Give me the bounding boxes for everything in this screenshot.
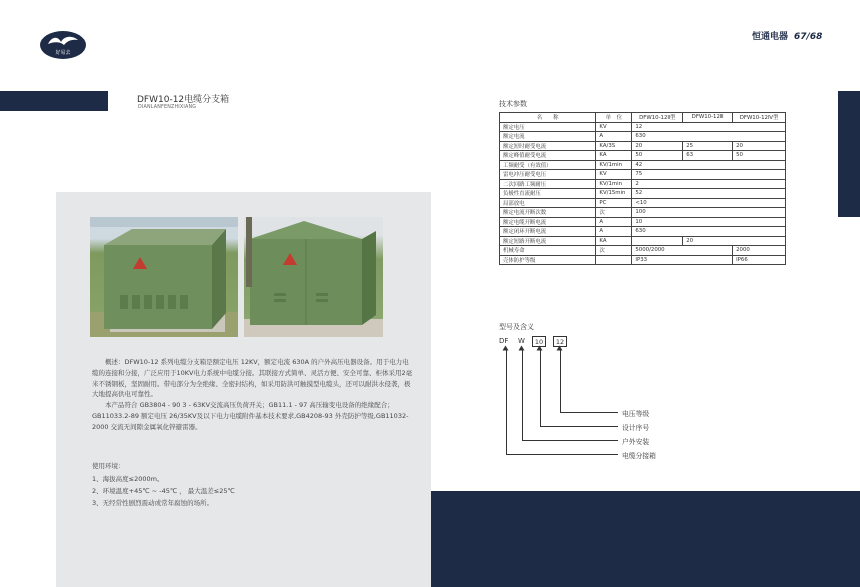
spec-cell: 雷电冲压耐受电压 xyxy=(500,170,596,180)
spec-cell: 100 xyxy=(632,208,786,218)
spec-cell: KV/1min xyxy=(596,179,632,189)
spec-header-cell: DFW10-12Ⅲ xyxy=(683,113,733,123)
spec-cell: 630 xyxy=(632,227,786,237)
spec-cell: 20 xyxy=(683,236,786,246)
spec-cell xyxy=(596,255,632,265)
title-accent-bar xyxy=(0,91,108,111)
spec-header-row xyxy=(500,113,786,123)
connector-line xyxy=(522,348,523,440)
page-number: 67/68 xyxy=(794,32,823,42)
connector-line xyxy=(560,348,561,412)
spec-cell: 52 xyxy=(632,189,786,199)
product-title: DFW10-12电缆分支箱 xyxy=(137,95,230,105)
table-row xyxy=(500,227,786,237)
model-title: 型号及含义 xyxy=(499,323,534,331)
model-label-cable-box: 电缆分接箱 xyxy=(622,452,656,460)
spec-cell: KV xyxy=(596,122,632,132)
model-label-design: 设计序号 xyxy=(622,424,650,432)
spec-cell: 42 xyxy=(632,160,786,170)
model-code-w: W xyxy=(518,337,525,345)
spec-cell: 额定电流开断次数 xyxy=(500,208,596,218)
spec-header-cell: 名 称 xyxy=(500,113,596,123)
spec-cell: IP66 xyxy=(733,255,786,265)
product-photo-side xyxy=(244,217,383,337)
spec-cell: 负极性直流耐压 xyxy=(500,189,596,199)
environment-item: 1、海拔高度≤2000m。 xyxy=(92,475,164,483)
product-description xyxy=(92,357,414,433)
spec-cell: KV/1min xyxy=(596,160,632,170)
spec-cell: 壳体防护等级 xyxy=(500,255,596,265)
description-overview: 概述：DFW10-12 系列电缆分支箱是额定电压 12KV，额定电流 630A 的户外高压电器设备。用于电力电缆的连接和分接，广泛应用于10KV电力系统中电缆分接。其联接方式简单、灵活方便、安全可靠、柜体采用2毫米不锈钢板，坚固耐用。带电部分为全绝缘、全密封结构，如采用防洪可触摸型电缆头，还可以耐洪水侵袭，极大地提高供电可靠性。 xyxy=(92,358,413,399)
spec-cell: 75 xyxy=(632,170,786,180)
model-code-df: DF xyxy=(499,337,509,345)
spec-cell: 63 xyxy=(683,151,733,161)
arrow-icon xyxy=(503,346,509,351)
environment-item: 2、环境温度+45℃ ~ -45℃ ， 最大温差≤25℃ xyxy=(92,487,235,495)
connector-line xyxy=(522,440,618,441)
spec-cell: 20 xyxy=(733,141,786,151)
spec-cell: <10 xyxy=(632,198,786,208)
spec-cell: 10 xyxy=(632,217,786,227)
spec-table xyxy=(499,112,786,265)
logo-text: 好易去 xyxy=(55,50,71,56)
table-row xyxy=(500,179,786,189)
environment-title: 使用环境： xyxy=(92,462,125,470)
product-subtitle: DIANLANFENZHIXIANG xyxy=(138,105,197,110)
spec-cell: 额定短路开断电流 xyxy=(500,236,596,246)
spec-cell: KA/3S xyxy=(596,141,632,151)
table-row xyxy=(500,160,786,170)
spec-cell: 50 xyxy=(632,151,683,161)
spec-cell: 额定峰值耐受电流 xyxy=(500,151,596,161)
spec-cell: 局部放电 xyxy=(500,198,596,208)
table-row xyxy=(500,189,786,199)
model-code-box-12: 12 xyxy=(553,336,567,347)
spec-cell: 额定短时耐受电流 xyxy=(500,141,596,151)
spec-cell: 2 xyxy=(632,179,786,189)
spec-cell: KA xyxy=(596,151,632,161)
spec-header-cell: DFW10-12Ⅱ型 xyxy=(632,113,683,123)
spec-cell: 5000/2000 xyxy=(632,246,733,256)
model-label-voltage: 电压等级 xyxy=(622,410,650,418)
product-photo-front xyxy=(90,217,238,337)
spec-header-cell: 单 位 xyxy=(596,113,632,123)
connector-line xyxy=(560,412,618,413)
table-row xyxy=(500,236,786,246)
table-row xyxy=(500,217,786,227)
spec-cell: 额定闭环开断电流 xyxy=(500,227,596,237)
spec-cell: PC xyxy=(596,198,632,208)
description-standards: 本产品符合 GB3804 - 90 3 - 63KV交流高压负荷开关；GB11.1 - 97 高压输变电设备的绝缘配合；GB11033.2-89 额定电压 26/35KV及以下电力电缆附件基本技术要求,GB4208-93 外壳防护等级,GB11032-2000 交流无间隙金属氧化锌避雷器。 xyxy=(92,401,409,431)
connector-line xyxy=(540,348,541,426)
spec-cell: IP33 xyxy=(632,255,733,265)
arrow-icon xyxy=(537,346,543,351)
header-brand xyxy=(752,29,822,42)
spec-cell: 工频耐受（有效值） xyxy=(500,160,596,170)
bird-logo-icon xyxy=(46,34,80,50)
spec-cell: 次 xyxy=(596,208,632,218)
table-row xyxy=(500,208,786,218)
spec-cell: 次 xyxy=(596,246,632,256)
spec-cell: 50 xyxy=(733,151,786,161)
table-row xyxy=(500,198,786,208)
model-code-box-10: 10 xyxy=(532,336,546,347)
spec-cell: 25 xyxy=(683,141,733,151)
spec-cell: 额定电缆开断电流 xyxy=(500,217,596,227)
environment-list xyxy=(92,473,235,509)
environment-item: 3、无经常性剧烈震动或常年腐蚀的场所。 xyxy=(92,499,214,507)
table-row xyxy=(500,151,786,161)
connector-line xyxy=(540,426,618,427)
table-row xyxy=(500,170,786,180)
arrow-icon xyxy=(519,346,525,351)
spec-cell: 机械寿命 xyxy=(500,246,596,256)
table-row xyxy=(500,246,786,256)
spec-cell: 额定电流 xyxy=(500,132,596,142)
connector-line xyxy=(506,348,507,454)
table-row xyxy=(500,122,786,132)
model-label-outdoor: 户外安装 xyxy=(622,438,650,446)
spec-cell: 12 xyxy=(632,122,786,132)
spec-cell: A xyxy=(596,227,632,237)
connector-line xyxy=(506,454,618,455)
spec-cell: KA xyxy=(596,236,632,246)
spec-cell: 630 xyxy=(632,132,786,142)
table-row xyxy=(500,255,786,265)
brand-name: 恒通电器 xyxy=(752,32,789,42)
spec-cell: A xyxy=(596,132,632,142)
spec-cell: KV/15min xyxy=(596,189,632,199)
spec-cell: 20 xyxy=(632,141,683,151)
bottom-accent-block xyxy=(431,491,860,587)
arrow-icon xyxy=(557,346,563,351)
spec-cell: KV xyxy=(596,170,632,180)
table-row xyxy=(500,141,786,151)
spec-title: 技术参数 xyxy=(499,100,527,108)
table-row xyxy=(500,132,786,142)
spec-header-cell: DFW10-12Ⅳ型 xyxy=(733,113,786,123)
company-logo xyxy=(40,31,86,59)
spec-cell: 二次回路工频耐压 xyxy=(500,179,596,189)
spec-cell: 2000 xyxy=(733,246,786,256)
right-accent-bar xyxy=(838,91,860,217)
spec-cell: 额定电压 xyxy=(500,122,596,132)
spec-cell: A xyxy=(596,217,632,227)
spec-cell xyxy=(632,236,683,246)
